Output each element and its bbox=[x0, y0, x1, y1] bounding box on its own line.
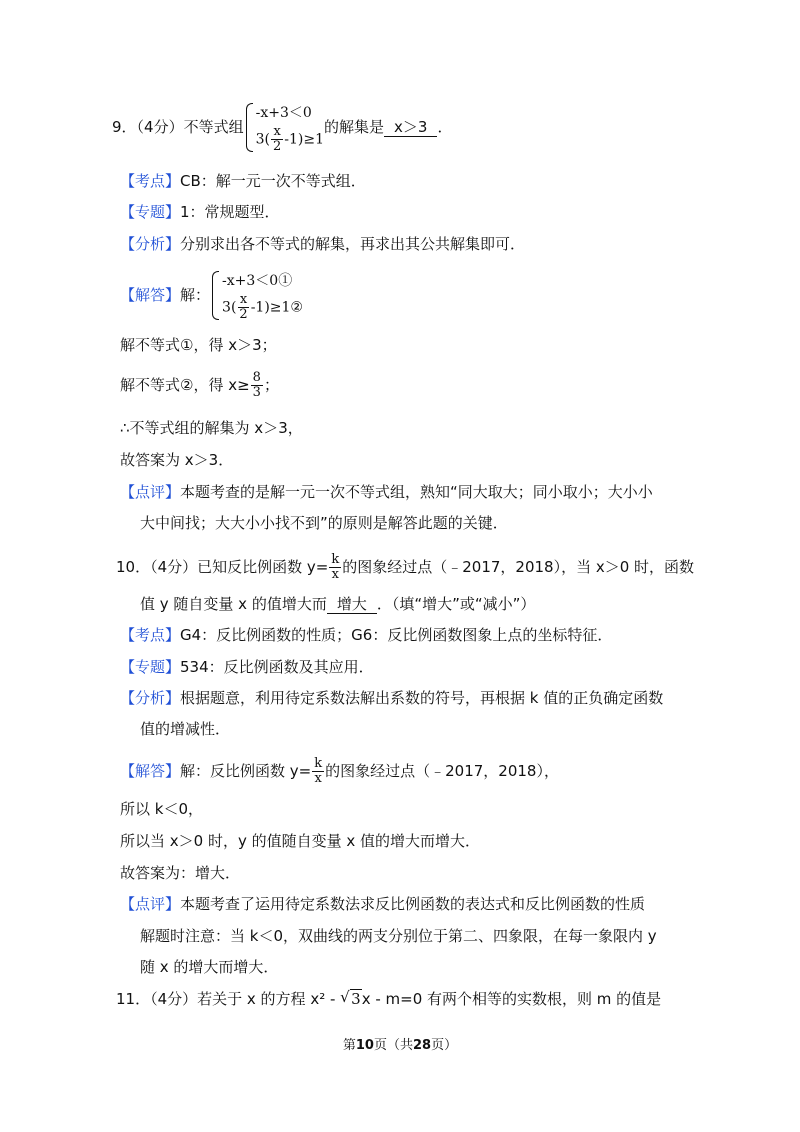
q9-step4: 故答案为 x＞3． bbox=[120, 451, 234, 469]
kaodian-tag: 【考点】 bbox=[120, 626, 181, 644]
page-footer: 第10页（共28页） bbox=[342, 1038, 458, 1053]
q10-s3: 故答案为：增大． bbox=[120, 864, 241, 882]
jieda-text: 解： bbox=[180, 286, 211, 304]
dianping-text: 本题考查了运用待定系数法求反比例函数的表达式和反比例函数的性质 bbox=[180, 895, 646, 913]
fenxi-text: 分别求出各不等式的解集，再求出其公共解集即可． bbox=[180, 235, 526, 253]
jieda-tag: 【解答】 bbox=[120, 286, 181, 304]
q10-answer: 增大 bbox=[327, 595, 377, 614]
dianping-tag: 【点评】 bbox=[120, 895, 181, 913]
q9-step2 bbox=[120, 370, 279, 400]
jieda-tag: 【解答】 bbox=[120, 762, 181, 780]
step2-prefix: 解不等式②，得 x≥ bbox=[120, 376, 250, 394]
q10-s1: 所以 k＜0， bbox=[120, 800, 203, 818]
q9-ineq-2-rhs: ≥1 bbox=[303, 131, 324, 148]
q10-dianping-cont-2: 随 x 的增大而增大． bbox=[140, 958, 279, 976]
fenxi-tag: 【分析】 bbox=[120, 235, 181, 253]
q11-mid: x - m=0 有两个相等的实数根，则 m 的值是 bbox=[361, 990, 662, 1008]
q9-jieda bbox=[120, 264, 303, 326]
q10-zhuanti bbox=[120, 656, 374, 678]
q10-mid: 的图象经过点（﹣2017，2018），当 x＞0 时，函数 bbox=[342, 558, 695, 576]
q10-jieda bbox=[120, 754, 559, 788]
q9-inequality-system bbox=[244, 101, 324, 154]
q9-kaodian bbox=[120, 170, 366, 192]
zhuanti-tag: 【专题】 bbox=[120, 658, 181, 676]
fraction: $\frac{x}{2}$ bbox=[239, 292, 248, 322]
zhuanti-text: 1：常规题型． bbox=[180, 203, 280, 221]
page-total: 28 bbox=[413, 1038, 432, 1053]
q10-dianping bbox=[120, 893, 645, 915]
q11-prefix: 11．（4分）若关于 x 的方程 x² - bbox=[116, 990, 336, 1008]
jieda-prefix: 解：反比例函数 y= bbox=[180, 762, 312, 780]
q9-stem bbox=[112, 96, 452, 158]
sqrt-3: √ 3 bbox=[340, 988, 362, 1010]
fraction-k-x: $\frac{k}{x}$ bbox=[331, 552, 340, 582]
jieda-suffix: 的图象经过点（﹣2017，2018）， bbox=[325, 762, 559, 780]
zhuanti-tag: 【专题】 bbox=[120, 203, 181, 221]
q10-stem bbox=[116, 550, 694, 584]
q10-stem-2 bbox=[140, 593, 535, 615]
q10-line2-suffix: ．（填“增大”或“减小”） bbox=[376, 595, 536, 613]
zhuanti-text: 534：反比例函数及其应用． bbox=[180, 658, 374, 676]
q9-fenxi bbox=[120, 233, 525, 255]
q10-fenxi bbox=[120, 687, 663, 709]
q9-ineq-1: -x+3＜0 bbox=[255, 105, 312, 121]
q10-fenxi-cont: 值的增减性． bbox=[140, 720, 231, 738]
q9-dianping bbox=[120, 481, 653, 503]
dianping-tag: 【点评】 bbox=[120, 483, 181, 501]
q9-step3: ∴不等式组的解集为 x＞3， bbox=[120, 419, 303, 437]
fenxi-tag: 【分析】 bbox=[120, 689, 181, 707]
fraction-8-3: $\frac{8}{3}$ bbox=[252, 370, 261, 400]
q10-dianping-cont-1: 解题时注意：当 k＜0，双曲线的两支分别位于第二、四象限，在每一象限内 y bbox=[140, 927, 657, 945]
q9-end: ． bbox=[437, 118, 453, 136]
q10-kaodian bbox=[120, 624, 612, 646]
q11-stem bbox=[116, 988, 661, 1010]
q9-sol-ineq-1: -x+3＜0① bbox=[222, 273, 293, 289]
fraction-k-x: $\frac{k}{x}$ bbox=[314, 756, 323, 786]
q10-s2: 所以当 x＞0 时，y 的值随自变量 x 值的增大而增大． bbox=[120, 832, 481, 850]
q9-prefix: 9．（4分）不等式组 bbox=[112, 118, 244, 136]
q9-step1: 解不等式①，得 x＞3； bbox=[120, 336, 277, 354]
step2-end: ； bbox=[263, 376, 279, 394]
q10-line2-prefix: 值 y 随自变量 x 的值增大而 bbox=[140, 595, 327, 613]
fenxi-text: 根据题意，利用待定系数法解出系数的符号，再根据 k 值的正负确定函数 bbox=[180, 689, 664, 707]
kaodian-tag: 【考点】 bbox=[120, 172, 181, 190]
q9-ineq-2: 3( $\frac{x}{2}$ -1)≥1 bbox=[255, 124, 324, 154]
q9-answer: x＞3 bbox=[384, 118, 437, 137]
kaodian-text: CB：解一元一次不等式组． bbox=[180, 172, 366, 190]
kaodian-text: G4：反比例函数的性质；G6：反比例函数图象上点的坐标特征． bbox=[180, 626, 613, 644]
fraction: $\frac{x}{2}$ bbox=[272, 124, 282, 154]
q9-solution-system bbox=[210, 269, 303, 322]
q10-prefix: 10．（4分）已知反比例函数 y= bbox=[116, 558, 329, 576]
page-number: 10 bbox=[355, 1038, 374, 1053]
q9-sol-ineq-2-rhs: ≥1② bbox=[269, 299, 303, 316]
q9-zhuanti bbox=[120, 201, 280, 223]
q9-suffix: 的解集是 bbox=[324, 118, 385, 136]
q9-dianping-cont: 大中间找；大大小小找不到”的原则是解答此题的关键． bbox=[140, 514, 508, 532]
q9-sol-ineq-2: 3( $\frac{x}{2}$ -1)≥1② bbox=[222, 292, 303, 322]
dianping-text: 本题考查的是解一元一次不等式组，熟知“同大取大；同小取小；大小小 bbox=[180, 483, 653, 501]
